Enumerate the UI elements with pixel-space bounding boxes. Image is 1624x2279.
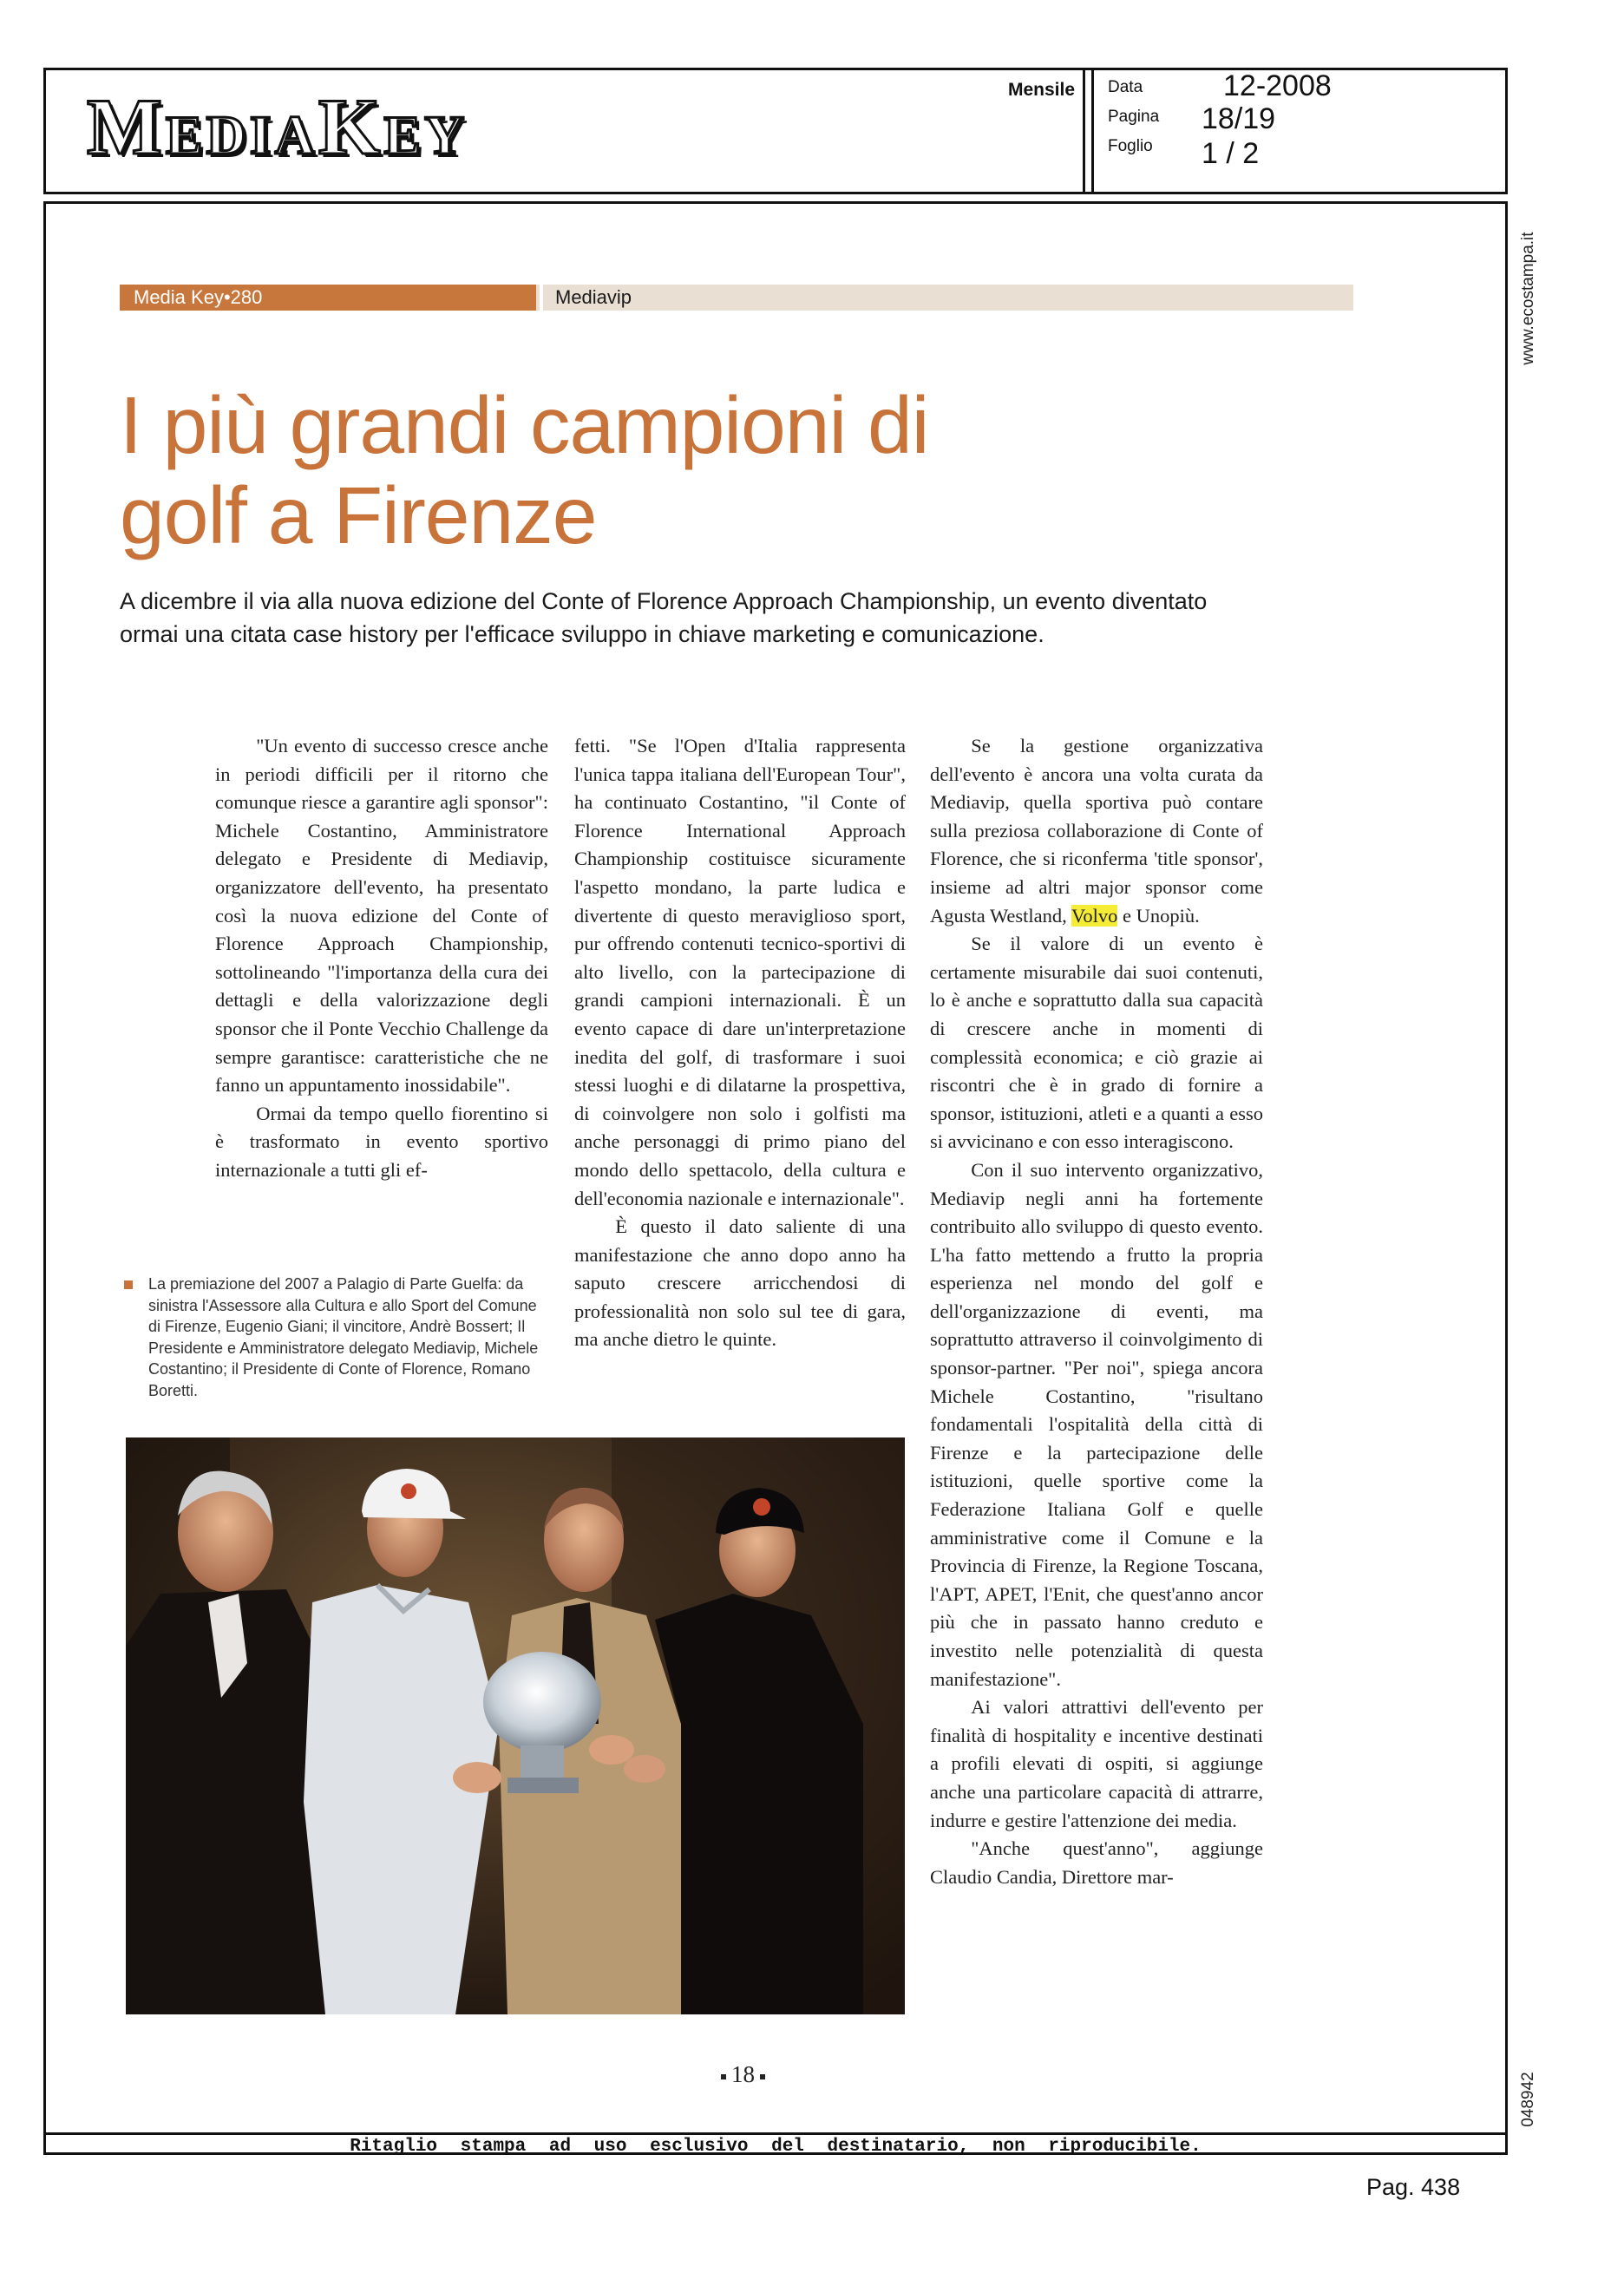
issue-label: Media Key•280: [120, 285, 536, 311]
meta-label-date: Data: [1108, 78, 1143, 96]
award-photo-graphic: [126, 1437, 905, 2014]
folio: [716, 2061, 770, 2088]
award-photo: [126, 1437, 905, 2014]
side-code-text: 048942: [1519, 2072, 1537, 2127]
meta-value-date: 12-2008: [1223, 69, 1332, 102]
folio-number: 18: [731, 2061, 755, 2087]
paragraph: Ormai da tempo quello fiorentino si è trasformato in evento sportivo internazionale a tutti gli ef-: [215, 1102, 548, 1181]
paragraph: "Anche quest'anno", aggiunge Claudio Candia, Direttore mar-: [930, 1837, 1263, 1888]
column-3: [930, 732, 1263, 1891]
paragraph: Se il valore di un evento è certamente misurabile dai suoi contenuti, lo è anche e soprattutto dalla sua capacità di crescere anche in momenti di complessità economica; e ciò grazie ai riscontri che è in grado di fornire a sponsor, istituzioni, atleti e a quanti a esso si avvicinano e con esso interagiscono.: [930, 933, 1263, 1153]
paragraph: Ai valori attrattivi dell'evento per finalità di hospitality e incentive destinati a profili elevati di ospiti, si aggiunge anche una particolare capacità di attrarre, indurre e gestire l'attenzione dei media.: [930, 1696, 1263, 1831]
column-2: [574, 732, 906, 1354]
headline-line-2: golf a Firenze: [120, 470, 597, 560]
meta-value-page: 18/19: [1202, 102, 1276, 135]
frequency-label: Mensile: [1008, 80, 1076, 100]
side-code: [1511, 2065, 1546, 2134]
paragraph: [930, 732, 1263, 930]
article-headline: [120, 380, 1247, 560]
publication-logo: MediaKey: [87, 82, 468, 171]
header-divider: [1083, 68, 1085, 194]
folio-dot: [760, 2074, 765, 2079]
caption-text: La premiazione del 2007 a Palagio di Parte Guelfa: da sinistra l'Assessore alla Cultura e allo Sport del Comune di Firenze, Eugenio Giani; il vincitore, Andrè Bossert; Il Presidente e Amministratore delegato Mediavip, Michele Costantino; il Presidente di Conte of Florence, Romano Boretti.: [148, 1275, 539, 1399]
side-url: [1511, 212, 1546, 385]
meta-label-page: Pagina: [1108, 108, 1160, 126]
meta-value-sheet: 1 / 2: [1202, 137, 1260, 170]
folio-dot: [721, 2074, 726, 2079]
page-number: Pag. 438: [1366, 2174, 1461, 2200]
column-1: [215, 732, 548, 1185]
article-subhead: A dicembre il via alla nuova edizione del Conte of Florence Approach Championship, un evento diventato ormai una citata case history per l'efficace sviluppo in chiave marketing e comunicazione.: [120, 588, 1208, 647]
text-run: e Unopiù.: [1117, 904, 1200, 927]
paragraph: Con il suo intervento organizzativo, Mediavip negli anni ha fortemente contribuito allo sviluppo di questo evento. L'ha fatto mettendo a frutto la propria esperienza nel mondo del golf e dell'organizzazione di eventi, ma soprattutto attraverso il coinvolgimento di sponsor-partner. "Per noi", spiega ancora Michele Costantino, "risultano fondamentali l'ospitalità della città di Firenze e la partecipazione delle istituzioni, quelle sportive come la Federazione Italiana Golf e quelle amministrative come il Comune e la Provincia di Firenze, la Regione Toscana, l'APT, APET, l'Enit, che quest'anno ancor più che in passato hanno creduto e investito nelle potenzialità di questa manifestazione".: [930, 1158, 1263, 1690]
paragraph: È questo il dato saliente di una manifestazione che anno dopo anno ha saputo crescere arricchendosi di professionalità non solo sul tee di gara, ma anche dietro le quinte.: [574, 1215, 906, 1351]
paragraph: fetti. "Se l'Open d'Italia rappresenta l'unica tappa italiana dell'European Tour", ha continuato Costantino, "il Conte of Florence International Approach Championship costituisce sicuramente l'aspetto mondano, la parte ludica e divertente di questo meraviglioso sport, pur offrendo contenuti tecnico-sportivi di alto livello, con la partecipazione di grandi campioni internazionali. È un evento capace di dare un'interpretazione inedita del golf, di trasformare i suoi stessi luoghi e di dilatarne la prospettiva, di coinvolgere non solo i golfisti ma anche personaggi di primo piano del mondo dello spettacolo, della cultura e dell'economia nazionale e internazionale".: [574, 735, 906, 1209]
side-url-text: www.ecostampa.it: [1519, 232, 1537, 365]
meta-label-sheet: Foglio: [1108, 137, 1153, 155]
header-divider: [1091, 68, 1094, 194]
headline-line-1: I più grandi campioni di: [120, 380, 929, 470]
banner-separator: [540, 285, 543, 311]
reproduction-notice: Ritaglio stampa ad uso esclusivo del destinatario, non riproducibile.: [350, 2137, 1202, 2157]
caption-bullet: [124, 1280, 133, 1289]
photo-caption: [128, 1274, 550, 1401]
section-label: Mediavip: [555, 286, 632, 308]
highlighted-term: Volvo: [1071, 904, 1118, 927]
section-banner: [120, 285, 1353, 311]
text-run: Se la gestione organizzativa dell'evento è ancora una volta curata da Mediavip, quella sportiva può contare sulla preziosa collaborazione di Conte of Florence, che si riconferma 'title sponsor', insieme ad altri major sponsor come Agusta Westland,: [930, 735, 1263, 927]
paragraph: "Un evento di successo cresce anche in periodi difficili per il ritorno che comunque riesce a garantire agli sponsor": Michele Costantino, Amministratore delegato e Presidente di Mediavip, organizzatore dell'evento, ha presentato così la nuova edizione del Conte of Florence Approach Championship, sottolineando "l'importanza della cura dei dettagli e della valorizzazione degli sponsor che il Ponte Vecchio Challenge da sempre garantisce: caratteristiche che ne fanno un appuntamento inossidabile".: [215, 735, 548, 1097]
